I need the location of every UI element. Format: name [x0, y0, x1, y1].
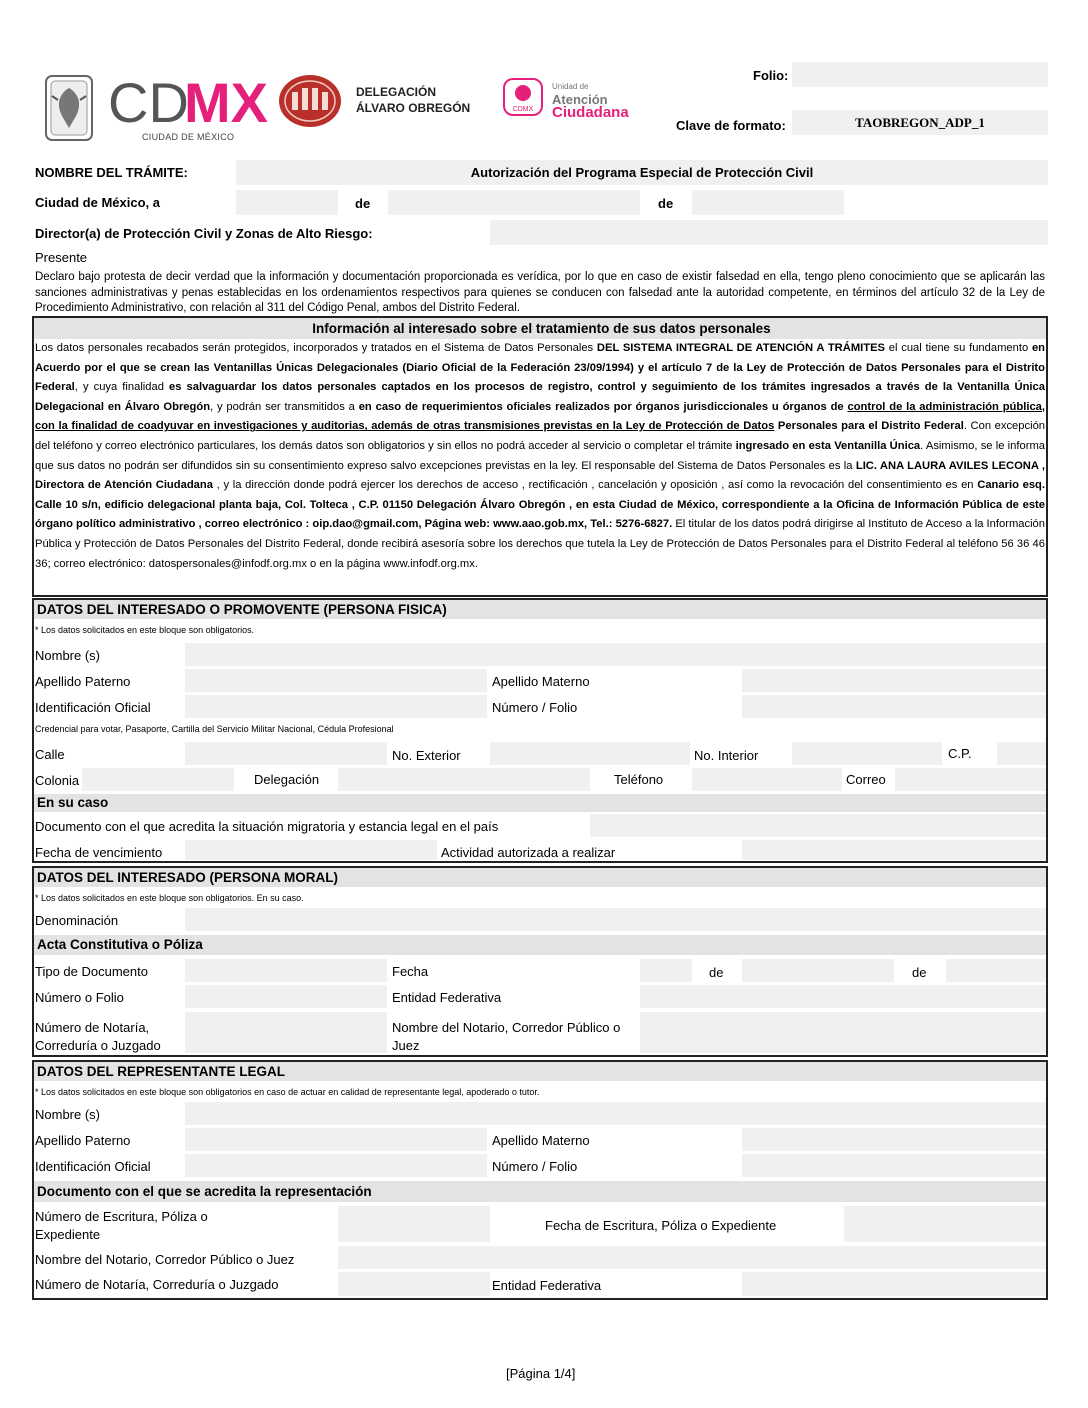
colonia-label: Colonia [35, 773, 80, 788]
delegacion-name: DELEGACIÓN ÁLVARO OBREGÓN [356, 85, 471, 115]
fisica-nombre-field[interactable] [185, 643, 1046, 666]
documento-migratorio-label: Documento con el que acredita la situación migratoria y estancia legal en el país [35, 819, 499, 834]
mes-field[interactable] [388, 190, 640, 215]
rep-ap-paterno-label: Apellido Paterno [35, 1133, 131, 1148]
moral-notario-field[interactable] [640, 1012, 1046, 1053]
rep-nombre-label: Nombre (s) [35, 1107, 101, 1122]
denominacion-label: Denominación [35, 913, 119, 928]
declaro-text: Declaro bajo protesta de decir verdad que la información y documentación proporcionada es verídica, por lo que en caso de existir falsedad en ella, tengo pleno conocimiento que se aplicarán las sanciones administrativas y penas establecidas en los ordenamientos respectivos para quienes se conducen con falsedad ante la autoridad competente, en términos del artículo 32 de la Ley de Procedimiento Administrativo, con relación al 311 del Código Penal, ambos del Distrito Federal. [35, 271, 1045, 314]
moral-de-label-2: de [912, 965, 927, 980]
fisica-ap-materno-label: Apellido Materno [492, 674, 590, 689]
dia-field[interactable] [236, 190, 338, 215]
moral-de-label-1: de [709, 965, 724, 980]
representante-title: DATOS DEL REPRESENTANTE LEGAL [34, 1062, 1046, 1081]
fisica-ap-paterno-field[interactable] [185, 669, 487, 692]
colonia-field[interactable] [82, 768, 234, 791]
privacy-title: Información al interesado sobre el tratamiento de sus datos personales [34, 318, 1046, 339]
rep-escritura-field[interactable] [338, 1206, 490, 1242]
fisica-ap-materno-field[interactable] [742, 669, 1046, 692]
folio-label: Folio: [753, 68, 789, 83]
de-label-2: de [658, 196, 674, 211]
acta-band: Acta Constitutiva o Póliza [34, 935, 1046, 955]
en-su-caso-band: En su caso [34, 794, 1046, 812]
moral-fecha-mes-field[interactable] [742, 959, 894, 982]
rep-ap-paterno-field[interactable] [185, 1128, 487, 1151]
rep-documento-band: Documento con el que se acredita la representación [34, 1181, 1046, 1202]
atencion-badge-logo [503, 78, 543, 116]
moral-notaria-field[interactable] [185, 1012, 387, 1053]
telefono-field[interactable] [692, 768, 842, 791]
moral-numero-folio-field[interactable] [185, 985, 387, 1008]
fisica-ap-paterno-label: Apellido Paterno [35, 674, 131, 689]
tramite-field: Autorización del Programa Especial de Protección Civil [236, 160, 1048, 185]
rep-escritura-label: Número de Escritura, Póliza o Expediente [35, 1209, 208, 1242]
moral-entidad-label: Entidad Federativa [392, 990, 502, 1005]
delegacion-field[interactable] [338, 768, 590, 791]
no-interior-field[interactable] [792, 742, 942, 765]
delegacion-label: Delegación [254, 772, 320, 787]
moral-note: * Los datos solicitados en este bloque son obligatorios. En su caso. [35, 893, 304, 903]
correo-field[interactable] [895, 768, 1046, 791]
rep-notario-field[interactable] [338, 1246, 1046, 1269]
actividad-field[interactable] [742, 840, 1046, 860]
folio-field[interactable] [792, 62, 1048, 87]
no-exterior-label: No. Exterior [392, 748, 461, 763]
rep-notaria-label: Número de Notaría, Correduría o Juzgado [35, 1277, 279, 1292]
calle-label: Calle [35, 747, 65, 762]
credencial-note: Credencial para votar, Pasaporte, Cartilla del Servicio Militar Nacional, Cédula Profesional [35, 724, 394, 734]
page-number: [Página 1/4] [506, 1366, 576, 1381]
anio-field[interactable] [692, 190, 844, 215]
no-exterior-field[interactable] [490, 742, 690, 765]
presente-label: Presente [35, 250, 88, 265]
cp-label: C.P. [948, 746, 972, 761]
tipo-documento-label: Tipo de Documento [35, 964, 148, 979]
tramite-label: NOMBRE DEL TRÁMITE: [35, 165, 188, 180]
rep-fecha-escritura-field[interactable] [844, 1206, 1046, 1242]
rep-notario-label: Nombre del Notario, Corredor Público o Juez [35, 1252, 295, 1267]
ciudad-label: Ciudad de México, a [35, 195, 160, 210]
telefono-label: Teléfono [614, 772, 664, 787]
moral-title: DATOS DEL INTERESADO (PERSONA MORAL) [34, 868, 1046, 887]
moral-notario-label: Nombre del Notario, Corredor Público o Juez [392, 1020, 621, 1053]
rep-entidad-label: Entidad Federativa [492, 1278, 602, 1293]
rep-identificacion-field[interactable] [185, 1154, 487, 1177]
cdmx-subtitle: CIUDAD DE MÉXICO [142, 132, 235, 142]
fisica-title: DATOS DEL INTERESADO O PROMOVENTE (PERSONA FISICA) [34, 600, 1046, 619]
actividad-label: Actividad autorizada a realizar [441, 845, 616, 860]
moral-fecha-anio-field[interactable] [946, 959, 1046, 982]
atencion-text: Unidad de Atención Ciudadana [552, 82, 629, 121]
fisica-identificacion-field[interactable] [185, 695, 487, 718]
denominacion-field[interactable] [185, 908, 1046, 931]
moral-fecha-dia-field[interactable] [640, 959, 692, 982]
rep-ap-materno-label: Apellido Materno [492, 1133, 590, 1148]
fisica-note: * Los datos solicitados en este bloque son obligatorios. [35, 625, 255, 635]
rep-fecha-escritura-label: Fecha de Escritura, Póliza o Expediente [545, 1218, 777, 1233]
correo-label: Correo [846, 772, 886, 787]
fecha-vencimiento-field[interactable] [185, 840, 437, 860]
calle-field[interactable] [185, 742, 387, 765]
delegacion-seal [278, 74, 342, 128]
moral-numero-folio-label: Número o Folio [35, 990, 124, 1005]
rep-numero-folio-field[interactable] [742, 1154, 1046, 1177]
moral-entidad-field[interactable] [640, 985, 1046, 1008]
fecha-vencimiento-label: Fecha de vencimiento [35, 845, 163, 860]
privacy-body: Los datos personales recabados serán protegidos, incorporados y tratados en el Sistema de Datos Personales DEL SISTEMA INTEGRAL DE ATENCIÓN A TRÁMITES el cual tiene su fundamento en Acuerdo por el que se crean las Ventanillas Únicas Delegacionales (Diario Oficial de la Federación 23/09/1994) y el artículo 7 de la Ley de Protección de Datos Personales para el Distrito Federal, y cuya finalidad es salvaguardar los datos personales captados en los procesos de registro, control y seguimiento de los trámites ingresados a través de la Ventanilla Única Delegacional en Álvaro Obregón, y podrán ser transmitidos a en caso de requerimientos oficiales realizados por órganos jurisdiccionales u órganos de control de la administración pública, con la finalidad de coadyuvar en investigaciones y auditorias, además de otras transmisiones previstas en la Ley de Protección de Datos Personales para el Distrito Federal. Con excepción del teléfono y correo electrónico particulares, los demás datos son obligatorios y sin ellos no podrá acceder al servicio o completar el trámite ingresado en esta Ventanilla Única. Asimismo, se le informa que sus datos no podrán ser difundidos sin su consentimiento expreso salvo excepciones previstas en la ley. El responsable del Sistema de Datos Personales es la LIC. ANA LAURA AVILES LECONA , Directora de Atención Ciudadana , y la dirección donde podrá ejercer los derechos de acceso , rectificación , cancelación y oposición , así como la revocación del consentimiento es en Canario esq. Calle 10 s/n, edificio delegacional planta baja, Col. Tolteca , C.P. 01150 Delegación Álvaro Obregón , en esta Ciudad de México, correspondiente a la Oficina de Información Pública de este órgano político administrativo , correo electrónico : oip.dao@gmail.com, Página web: www.aao.gob.mx, Tel.: 5276-6827. El titular de los datos podrá dirigirse al Instituto de Acceso a la Información Pública y Protección de Datos Personales del Distrito Federal, donde recibirá asesoría sobre los derechos que tutela la Ley de Protección de Datos Personales para el Distrito Federal al teléfono 56 36 46 36; correo electrónico: datospersonales@infodf.org.mx o en la página www.infodf.org.mx. [35, 342, 1046, 570]
fisica-numero-folio-field[interactable] [742, 695, 1046, 718]
rep-notaria-field[interactable] [338, 1272, 490, 1296]
no-interior-label: No. Interior [694, 748, 759, 763]
tipo-documento-field[interactable] [185, 959, 387, 982]
clave-field: TAOBREGON_ADP_1 [792, 110, 1048, 135]
rep-ap-materno-field[interactable] [742, 1128, 1046, 1151]
clave-label: Clave de formato: [676, 118, 786, 133]
rep-entidad-field[interactable] [742, 1272, 1046, 1296]
rep-numero-folio-label: Número / Folio [492, 1159, 578, 1174]
rep-identificacion-label: Identificación Oficial [35, 1159, 151, 1174]
rep-nombre-field[interactable] [185, 1102, 1046, 1125]
fisica-nombre-label: Nombre (s) [35, 648, 101, 663]
moral-notaria-label: Número de Notaría, Correduría o Juzgado [35, 1020, 161, 1053]
svg-text:CD: CD [108, 71, 189, 134]
fisica-numero-folio-label: Número / Folio [492, 700, 578, 715]
cp-field[interactable] [997, 742, 1046, 765]
documento-migratorio-field[interactable] [590, 814, 1046, 837]
director-field[interactable] [490, 220, 1048, 245]
de-label-1: de [355, 196, 371, 211]
director-label: Director(a) de Protección Civil y Zonas de Alto Riesgo: [35, 226, 373, 241]
representante-note: * Los datos solicitados en este bloque son obligatorios en caso de actuar en calidad de representante legal, apoderado o tutor. [35, 1087, 540, 1097]
svg-text:MX: MX [184, 71, 268, 134]
svg-text:CDMX: CDMX [512, 106, 534, 113]
shield-logo [44, 74, 94, 142]
moral-fecha-label: Fecha [392, 964, 429, 979]
fisica-identificacion-label: Identificación Oficial [35, 700, 151, 715]
